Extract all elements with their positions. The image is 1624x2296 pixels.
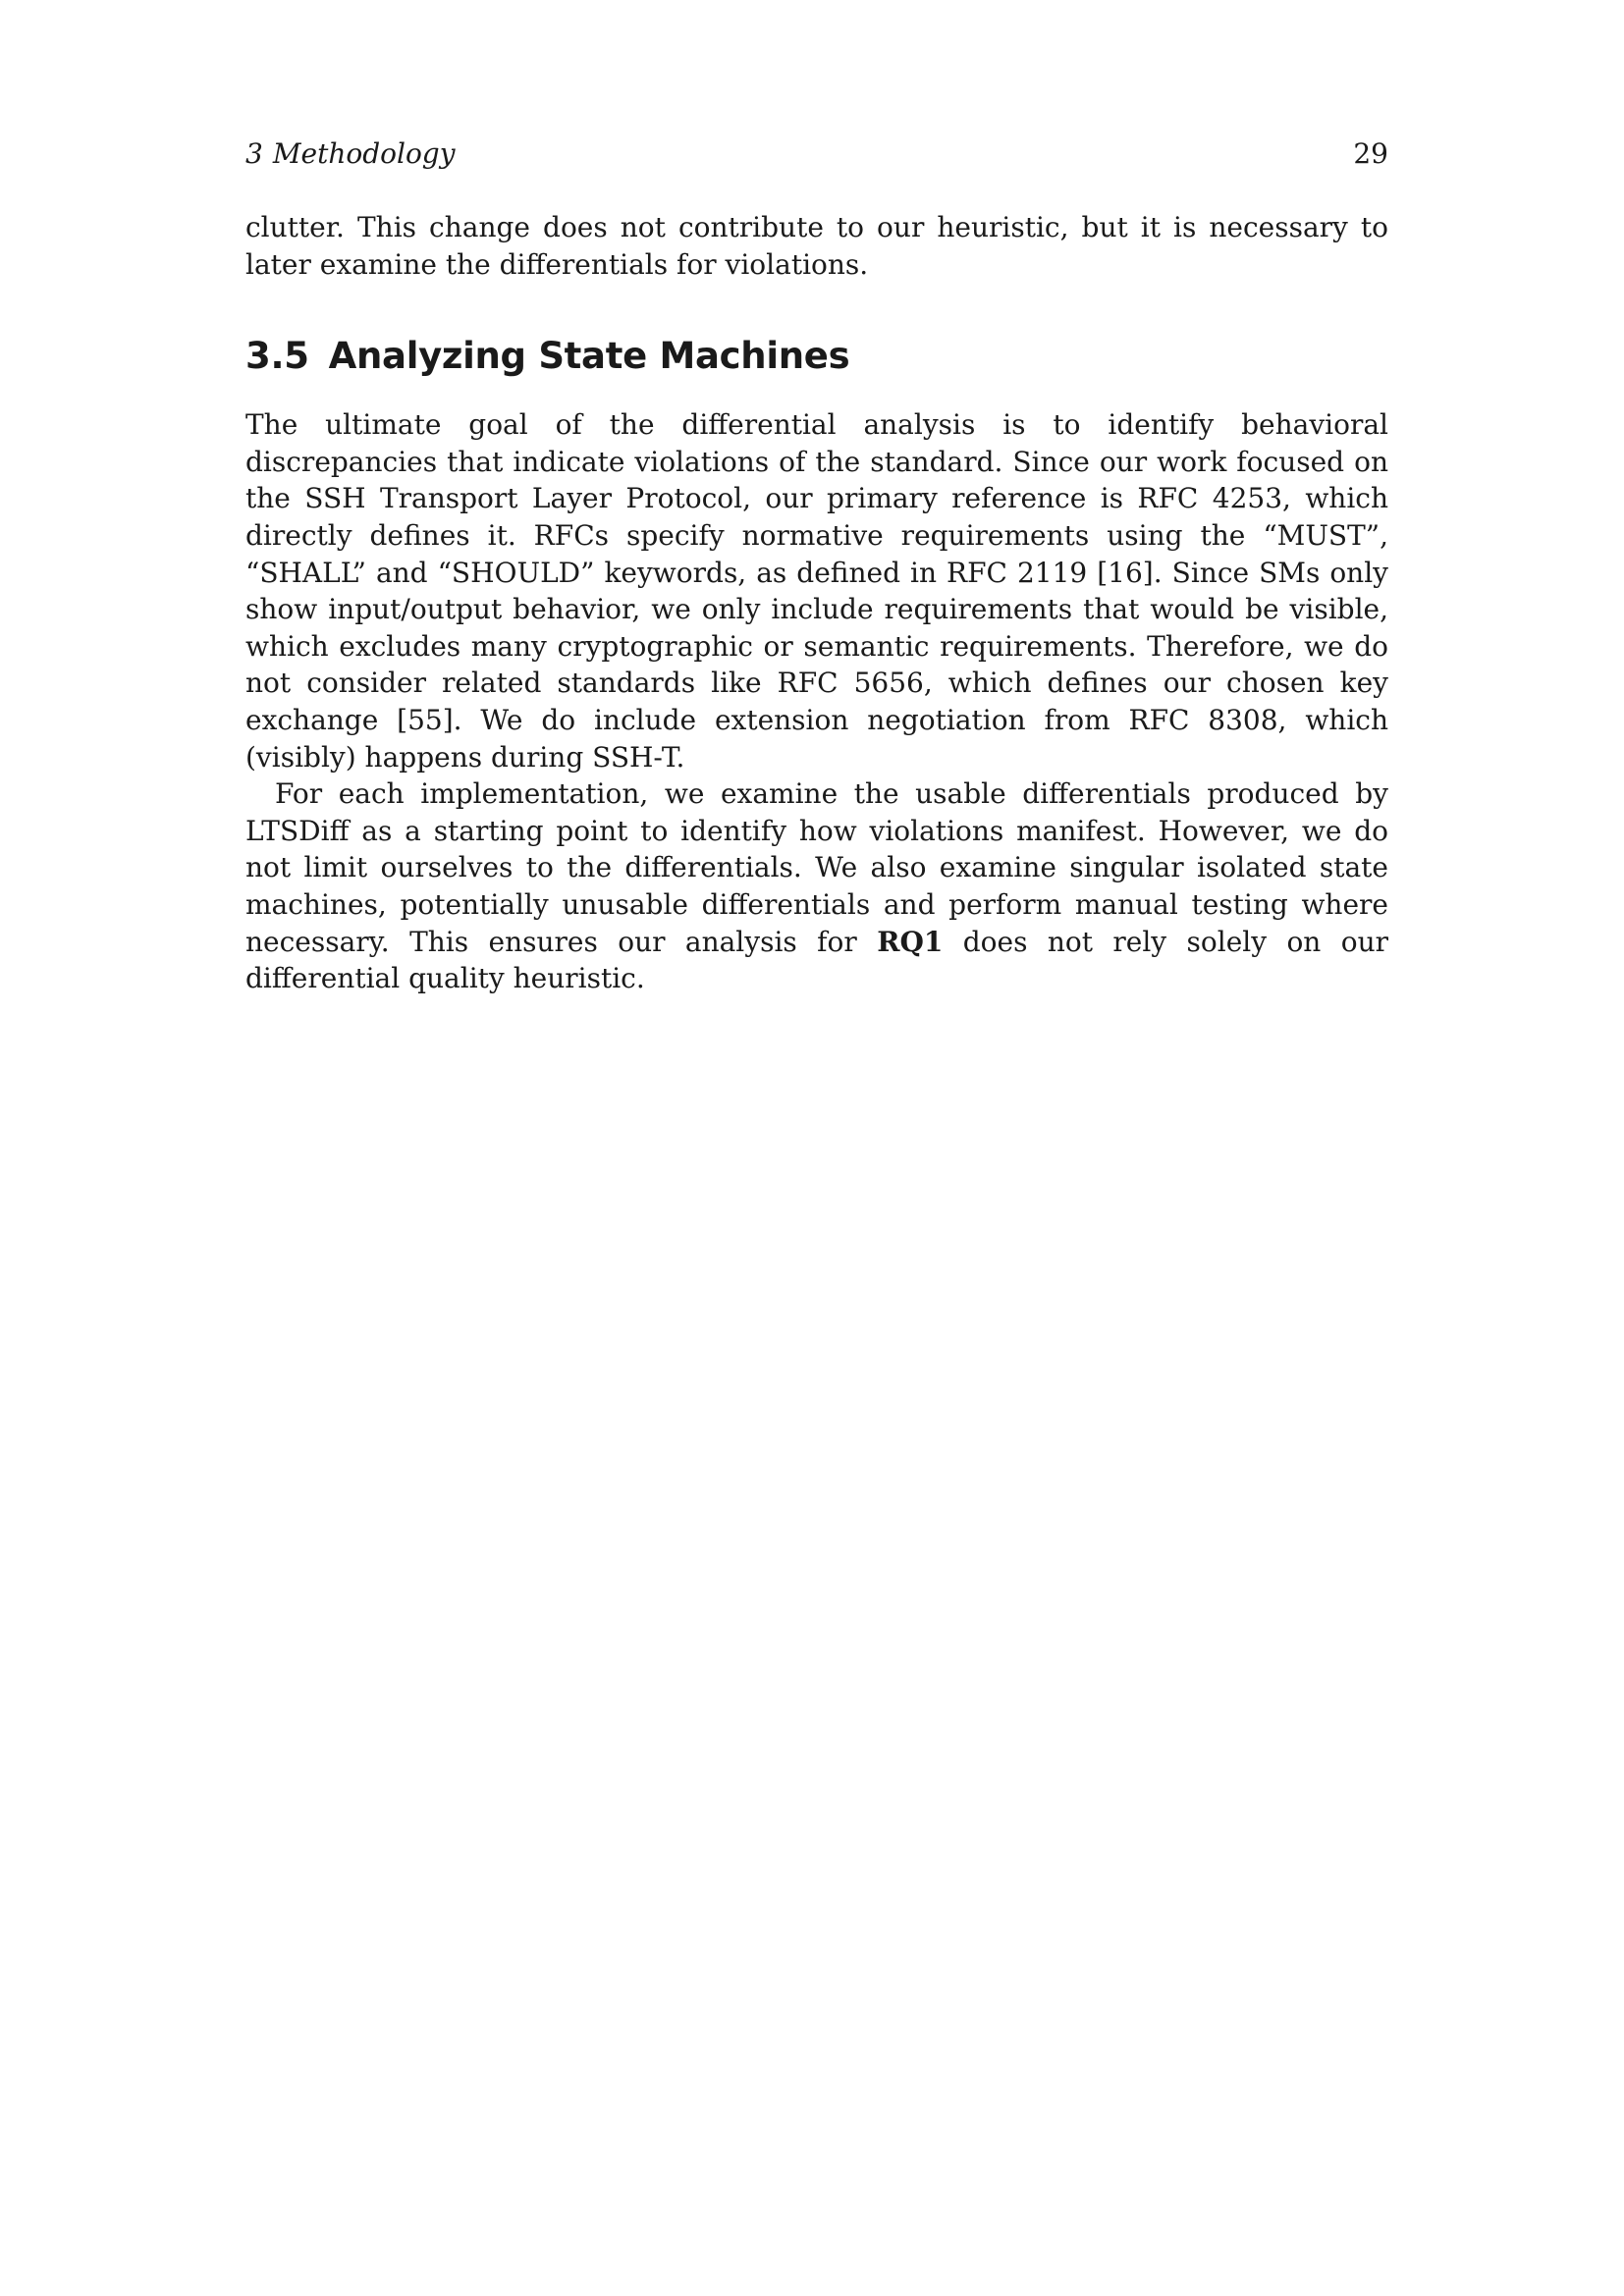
rq1-term: RQ1 xyxy=(877,925,944,958)
paragraph-2-end: does not rely solely on our differential quality heuristic. xyxy=(245,925,1389,995)
section-number: 3.5 xyxy=(245,335,309,378)
paragraph-1: The ultimate goal of the differential analysis is to identify behavioral discrepancies that indicate violations of the standard. Since our work focused on the SSH Transport Layer Protocol, our primary reference is RFC 4253, which directly defines it. RFCs specify normative requirements using the “MUST”, “SHALL” and “SHOULD” keywords, as defined in RFC 2119 [16]. Since SMs only show input/output behavior, we only include requirements that would be visible, which excludes many cryptographic or semantic requirements. Therefore, we do not consider related standards like RFC 5656, which defines our chosen key exchange [55]. We do include extension negotiation from RFC 8308, which (visibly) happens during SSH-T. xyxy=(245,408,1388,774)
section-title: Analyzing State Machines xyxy=(328,335,850,378)
section-heading xyxy=(245,334,1388,379)
continuation-paragraph: clutter. This change does not contribute to our heuristic, but it is necessary to later examine the differentials for violations. xyxy=(245,211,1388,281)
running-header xyxy=(245,135,1388,173)
paragraph-2 xyxy=(245,775,1388,997)
page-number: 29 xyxy=(1353,137,1388,170)
chapter-title: Methodology xyxy=(272,137,456,170)
page-content xyxy=(245,135,1388,997)
paragraph-2-main: For each implementation, we examine the usable differentials produced by LTSDiff as a starting point to identify how violations manifest. However, we do not limit ourselves to the differentials. We also examine singular isolated state machines, potentially unusable differentials and perform manual testing where necessary. This ensures our analysis for xyxy=(245,777,1388,958)
chapter-label xyxy=(245,135,456,173)
chapter-number: 3 xyxy=(245,137,263,170)
